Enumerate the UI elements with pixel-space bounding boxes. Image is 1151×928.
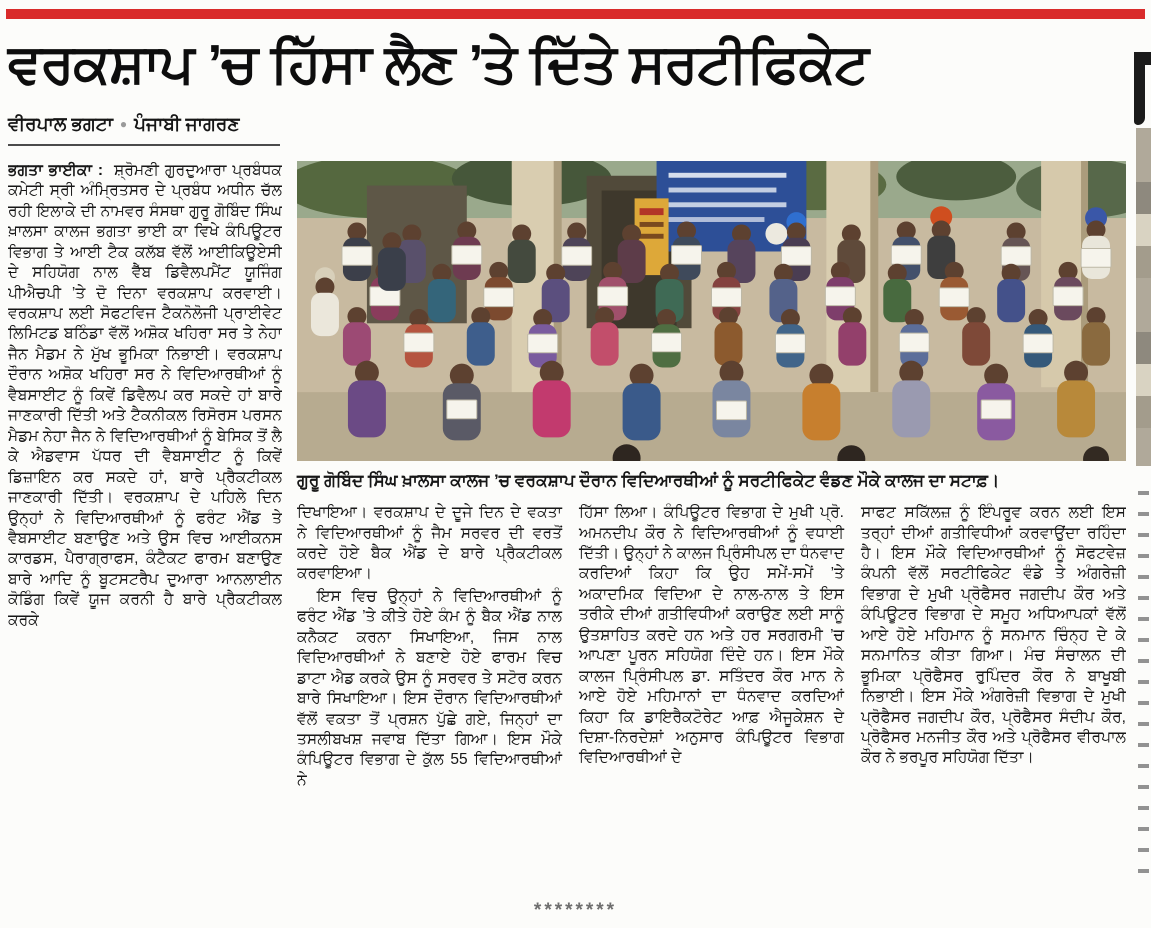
news-article: [8, 32, 1126, 895]
photo-and-columns: [297, 161, 1126, 895]
body-column-3: [579, 503, 844, 895]
adjacent-text-fragment: [1138, 486, 1149, 886]
adjacent-photo-fragment: [1136, 128, 1151, 466]
paragraph: ਦਿਖਾਇਆ। ਵਰਕਸ਼ਾਪ ਦੇ ਦੂਜੇ ਦਿਨ ਦੇ ਵਕਤਾ ਨੇ ਵਿਦਿਆਰਥੀਆਂ ਨੂੰ ਜੈਮ ਸਰਵਰ ਦੀ ਵਰਤੋਂ ਕਰਦੇ ਹੋਏ ਬੈਕ ਐਂਡ ਦੇ ਬਾਰੇ ਪ੍ਰੈਕਟੀਕਲ ਕਰਵਾਇਆ।: [297, 504, 562, 583]
lower-columns: [297, 503, 1126, 895]
byline: [8, 113, 280, 146]
group-photo-illustration: [297, 161, 1126, 461]
body-column-1: [8, 161, 282, 873]
paragraph: [8, 161, 282, 631]
banner-logo: [765, 223, 787, 245]
byline-bullet-icon: ●: [119, 116, 128, 131]
byline-author: ਵੀਰਪਾਲ ਭਗਟਾ: [8, 112, 113, 134]
body-column-4: [861, 503, 1126, 895]
byline-publication: ਪੰਜਾਬੀ ਜਾਗਰਣ: [134, 112, 240, 134]
photo-caption: ਗੁਰੂ ਗੋਬਿੰਦ ਸਿੰਘ ਖ਼ਾਲਸਾ ਕਾਲਜ ’ਚ ਵਰਕਸ਼ਾਪ ਦੌਰਾਨ ਵਿਦਿਆਰਥੀਆਂ ਨੂੰ ਸਰਟੀਫਿਕੇਟ ਵੰਡਣ ਮੌਕੇ ਕਾਲਜ ਦਾ ਸਟਾਫ਼।: [297, 470, 1000, 490]
paragraph: ਇਸ ਵਿਚ ਉਨ੍ਹਾਂ ਨੇ ਵਿਦਿਆਰਥੀਆਂ ਨੂੰ ਫਰੰਟ ਐਂਡ ’ਤੇ ਕੀਤੇ ਹੋਏ ਕੰਮ ਨੂੰ ਬੈਕ ਐਂਡ ਨਾਲ ਕਨੈਕਟ ਕਰਨਾ ਸਿਖਾਇਆ, ਜਿਸ ਨਾਲ ਵਿਦਿਆਰਥੀਆਂ ਨੇ ਬਣਾਏ ਹੋਏ ਫਾਰਮ ਵਿਚ ਡਾਟਾ ਐਡ ਕਰਕੇ ਉਸ ਨੂੰ ਸਰਵਰ ਤੇ ਸਟੋਰ ਕਰਨ ਬਾਰੇ ਸਿਖਾਇਆ। ਇਸ ਦੌਰਾਨ ਵਿਦਿਆਰਥੀਆਂ ਵੱਲੋਂ ਵਕਤਾ ਤੋਂ ਪ੍ਰਸ਼ਨ ਪੁੱਛੇ ਗਏ, ਜਿਨ੍ਹਾਂ ਦਾ ਤਸਲੀਬਖਸ਼ ਜਵਾਬ ਦਿੱਤਾ ਗਿਆ। ਇਸ ਮੌਕੇ ਕੰਪਿਊਟਰ ਵਿਭਾਗ ਦੇ ਕੁੱਲ 55 ਵਿਦਿਆਰਥੀਆਂ ਨੇ: [297, 587, 562, 789]
body-column-2: [297, 503, 562, 895]
top-red-rule: [6, 9, 1145, 19]
article-end-separator: ********: [533, 900, 618, 921]
dateline-lead: ਭਗਤਾ ਭਾਈਕਾ :: [8, 161, 104, 179]
article-headline: ਵਰਕਸ਼ਾਪ ’ਚ ਹਿੱਸਾ ਲੈਣ ’ਤੇ ਦਿੱਤੇ ਸਰਟੀਫਿਕੇਟ: [8, 34, 869, 94]
news-photo: [297, 161, 1126, 461]
paragraph: ਸਾਫਟ ਸਕਿੱਲਜ਼ ਨੂੰ ਇੰਪਰੂਵ ਕਰਨ ਲਈ ਇਸ ਤਰ੍ਹਾਂ ਦੀਆਂ ਗਤੀਵਿਧੀਆਂ ਕਰਵਾਉਂਦਾ ਰਹਿੰਦਾ ਹੈ। ਇਸ ਮੌਕੇ ਵਿਦਿਆਰਥੀਆਂ ਨੂੰ ਸੋਫਟਵੇਜ਼ ਕੰਪਨੀ ਵੱਲੋਂ ਸਰਟੀਫਿਕੇਟ ਵੰਡੇ ਤੇ ਅੰਗਰੇਜ਼ੀ ਵਿਭਾਗ ਦੇ ਮੁਖੀ ਪ੍ਰੋਫੈਸਰ ਜਗਦੀਪ ਕੌਰ ਅਤੇ ਕੰਪਿਊਟਰ ਵਿਭਾਗ ਦੇ ਸਮੂਹ ਅਧਿਆਪਕਾਂ ਵੱਲੋਂ ਆਏ ਹੋਏ ਮਹਿਮਾਨ ਨੂੰ ਸਨਮਾਨ ਚਿੰਨ੍ਹ ਦੇ ਕੇ ਸਨਮਾਨਿਤ ਕੀਤਾ ਗਿਆ। ਮੰਚ ਸੰਚਾਲਨ ਦੀ ਭੂਮਿਕਾ ਪ੍ਰੋਫੈਸਰ ਰੁਪਿੰਦਰ ਕੌਰ ਨੇ ਬਾਖੂਬੀ ਨਿਭਾਈ। ਇਸ ਮੌਕੇ ਅੰਗਰੇਜ਼ੀ ਵਿਭਾਗ ਦੇ ਮੁਖੀ ਪ੍ਰੋਫੈਸਰ ਜਗਦੀਪ ਕੌਰ, ਪ੍ਰੋਫੈਸਰ ਸੰਦੀਪ ਕੌਰ, ਪ੍ਰੋਫੈਸਰ ਮਨਜੀਤ ਕੌਰ ਅਤੇ ਪ੍ਰੋਫੈਸਰ ਵੀਰਪਾਲ ਕੌਰ ਨੇ ਭਰਪੂਰ ਸਹਿਯੋਗ ਦਿੱਤਾ।: [861, 504, 1126, 767]
paragraph: ਹਿੱਸਾ ਲਿਆ। ਕੰਪਿਊਟਰ ਵਿਭਾਗ ਦੇ ਮੁਖੀ ਪ੍ਰੋ. ਅਮਨਦੀਪ ਕੌਰ ਨੇ ਵਿਦਿਆਰਥੀਆਂ ਨੂੰ ਵਧਾਈ ਦਿੱਤੀ। ਉਨ੍ਹਾਂ ਨੇ ਕਾਲਜ ਪ੍ਰਿੰਸੀਪਲ ਦਾ ਧੰਨਵਾਦ ਕਰਦਿਆਂ ਕਿਹਾ ਕਿ ਉਹ ਸਮੇਂ-ਸਮੇਂ ’ਤੇ ਅਕਾਦਮਿਕ ਵਿਦਿਆ ਦੇ ਨਾਲ-ਨਾਲ ਤੇ ਇਸ ਤਰੀਕੇ ਦੀਆਂ ਗਤੀਵਿਧੀਆਂ ਕਰਾਉਣ ਲਈ ਸਾਨੂੰ ਉਤਸ਼ਾਹਿਤ ਕਰਦੇ ਹਨ ਅਤੇ ਹਰ ਸਰਗਰਮੀ ’ਚ ਆਪਣਾ ਪੂਰਨ ਸਹਿਯੋਗ ਦਿੰਦੇ ਹਨ। ਇਸ ਮੌਕੇ ਕਾਲਜ ਪ੍ਰਿੰਸੀਪਲ ਡਾ. ਸਤਿੰਦਰ ਕੌਰ ਮਾਨ ਨੇ ਆਏ ਹੋਏ ਮਹਿਮਾਨਾਂ ਦਾ ਧੰਨਵਾਦ ਕਰਦਿਆਂ ਕਿਹਾ ਕਿ ਡਾਇਰੈਕਟੋਰੇਟ ਆਫ਼ ਐਜੂਕੇਸ਼ਨ ਦੇ ਦਿਸ਼ਾ-ਨਿਰਦੇਸ਼ਾਂ ਅਨੁਸਾਰ ਕੰਪਿਊਟਰ ਵਿਭਾਗ ਵਿਦਿਆਰਥੀਆਂ ਦੇ: [579, 504, 844, 767]
paragraph-text: ਸ਼੍ਰੋਮਣੀ ਗੁਰਦੁਆਰਾ ਪ੍ਰਬੰਧਕ ਕਮੇਟੀ ਸ੍ਰੀ ਅੰਮ੍ਰਿਤਸਰ ਦੇ ਪ੍ਰਬੰਧ ਅਧੀਨ ਚੱਲ ਰਹੀ ਇਲਾਕੇ ਦੀ ਨਾਮਵਰ ਸੰਸਥਾ ਗੁਰੂ ਗੋਬਿੰਦ ਸਿੰਘ ਖ਼ਾਲਸਾ ਕਾਲਜ ਭਗਤਾ ਭਾਈ ਕਾ ਵਿਖੇ ਕੰਪਿਊਟਰ ਵਿਭਾਗ ਤੇ ਆਈ ਟੈਕ ਕਲੱਬ ਵੱਲੋਂ ਆਈਕਿਊਏਸੀ ਦੇ ਸਹਿਯੋਗ ਨਾਲ ਵੈੱਬ ਡਿਵੈਲਪਮੈਂਟ ਯੂਜਿੰਗ ਪੀਐਚਪੀ ’ਤੇ ਦੋ ਦਿਨਾ ਵਰਕਸ਼ਾਪ ਕਰਵਾਈ। ਵਰਕਸ਼ਾਪ ਲਈ ਸੋਫਟਵਿਜ ਟੈਕਨੋਲੋਜੀ ਪ੍ਰਾਈਵੇਟ ਲਿਮਿਟਡ ਬਠਿੰਡਾ ਵੱਲੋਂ ਅਸ਼ੋਕ ਖਹਿਰਾ ਸਰ ਤੇ ਨੇਹਾ ਜੈਨ ਮੈਡਮ ਨੇ ਮੁੱਖ ਭੂਮਿਕਾ ਨਿਭਾਈ। ਵਰਕਸ਼ਾਪ ਦੌਰਾਨ ਅਸ਼ੋਕ ਖਹਿਰਾ ਸਰ ਨੇ ਵਿਦਿਆਰਥੀਆਂ ਨੂੰ ਵੈਬਸਾਈਟ ਨੂੰ ਕਿਵੇਂ ਡਿਵੈਲਪ ਕਰ ਸਕਦੇ ਹਾਂ ਬਾਰੇ ਜਾਣਕਾਰੀ ਦਿੱਤੀ ਅਤੇ ਟੈਕਨੀਕਲ ਰਿਸੋਰਸ ਪਰਸਨ ਮੈਡਮ ਨੇਹਾ ਜੈਨ ਨੇ ਵਿਦਿਆਰਥੀਆਂ ਨੂੰ ਬੇਸਿਕ ਤੋਂ ਲੈ ਕੇ ਐਡਵਾਸ ਪੱਧਰ ਦੀ ਵੈਬਸਾਈਟ ਨੂੰ ਕਿਵੇਂ ਡਿਜ਼ਾਇਨ ਕਰ ਸਕਦੇ ਹਾਂ, ਬਾਰੇ ਪ੍ਰੈਕਟੀਕਲ ਜਾਣਕਾਰੀ ਦਿੱਤੀ। ਵਰਕਸ਼ਾਪ ਦੇ ਪਹਿਲੇ ਦਿਨ ਉਨ੍ਹਾਂ ਨੇ ਵਿਦਿਆਰਥੀਆਂ ਨੂੰ ਫਰੰਟ ਐਂਡ ਤੇ ਵੈਬਸਾਈਟ ਬਣਾਉਣ ਅਤੇ ਉਸ ਵਿਚ ਆਈਕਨਸ ਕਾਰਡਸ, ਪੈਰਾਗ੍ਰਾਫਸ, ਕੰਟੈਕਟ ਫਾਰਮ ਬਣਾਉਣ ਬਾਰੇ ਆਦਿ ਨੂੰ ਬੂਟਸਟਰੈਪ ਦੁਆਰਾ ਆਨਲਾਈਨ ਕੋਡਿੰਗ ਕਿਵੇਂ ਯੂਜ ਕਰਨੀ ਹੈ ਬਾਰੇ ਪ੍ਰੈਕਟੀਕਲ ਕਰਕੇ: [8, 161, 282, 629]
adjacent-article-sliver: [1134, 0, 1151, 928]
article-body: [8, 161, 1126, 895]
